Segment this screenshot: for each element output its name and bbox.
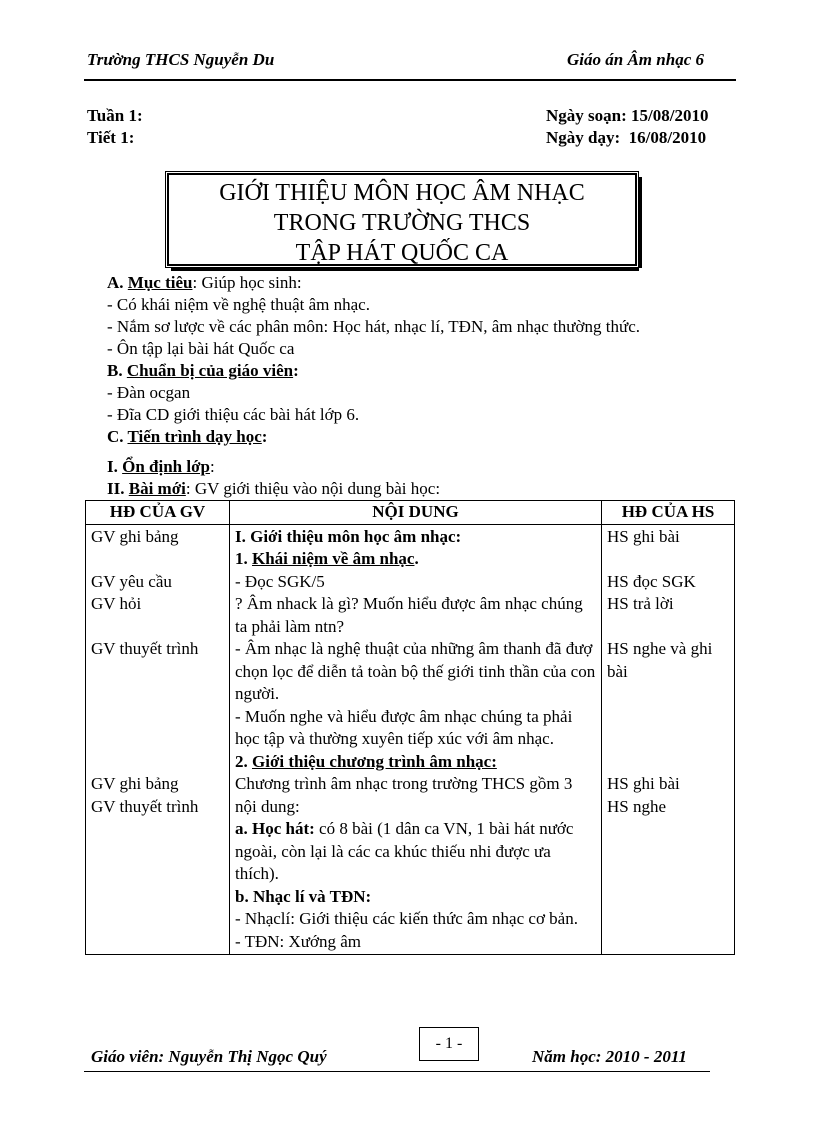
section-i: I. Ổn định lớp: II. Bài mới: GV giới thiệu vào nội dung bài học: bbox=[107, 457, 441, 498]
col-header-gv: HĐ CỦA GV bbox=[86, 501, 230, 525]
prep-item: - Đàn ocgan bbox=[107, 383, 191, 402]
week-label: Tuần 1: bbox=[87, 106, 143, 125]
objective-item: - Có khái niệm về nghệ thuật âm nhạc. bbox=[107, 295, 370, 314]
page-number: - 1 - bbox=[419, 1027, 479, 1061]
lesson-table bbox=[85, 500, 735, 955]
header-subject: Giáo án Âm nhạc 6 bbox=[567, 50, 704, 69]
prep-date: Ngày soạn: 15/08/2010 bbox=[546, 106, 709, 125]
title-line-2: TRONG TRƯỜNG THCS bbox=[273, 210, 531, 236]
objective-item: - Ôn tập lại bài hát Quốc ca bbox=[107, 339, 295, 358]
section-a-heading: Mục tiêu bbox=[127, 273, 193, 292]
col-header-content: NỘI DUNG bbox=[230, 501, 602, 525]
section-c-heading: Tiến trình dạy học bbox=[127, 427, 262, 446]
table-row bbox=[86, 524, 735, 955]
title-line-3: TẬP HÁT QUỐC CA bbox=[295, 240, 509, 266]
prep-item: - Đĩa CD giới thiệu các bài hát lớp 6. bbox=[107, 405, 360, 424]
section-b-heading: Chuẩn bị của giáo viên bbox=[126, 361, 294, 380]
title-box-shadow bbox=[171, 268, 639, 271]
footer-divider bbox=[84, 1071, 710, 1072]
header-divider bbox=[84, 79, 736, 81]
hs-column: HS ghi bài HS đọc SGK HS trả lời HS nghe và ghi bài HS ghi bài HS nghe bbox=[602, 524, 735, 955]
title-box-shadow bbox=[639, 177, 642, 268]
title-line-1: GIỚI THIỆU MÔN HỌC ÂM NHẠC bbox=[219, 180, 585, 206]
header-school: Trường THCS Nguyễn Du bbox=[87, 50, 275, 69]
col-header-hs: HĐ CỦA HS bbox=[602, 501, 735, 525]
section-ii-heading: Bài mới bbox=[128, 479, 186, 498]
teach-date: Ngày dạy: 16/08/2010 bbox=[546, 128, 707, 147]
objective-item: - Nắm sơ lược về các phân môn: Học hát, nhạc lí, TĐN, âm nhạc thường thức. bbox=[107, 317, 640, 336]
gv-column: GV ghi bảng GV yêu cầu GV hỏi GV thuyết trình GV ghi bảng GV thuyết trình bbox=[86, 524, 230, 955]
title-box bbox=[165, 171, 639, 268]
section-i-heading: Ổn định lớp bbox=[122, 457, 210, 476]
period-label: Tiết 1: bbox=[87, 128, 135, 147]
content-column: I. Giới thiệu môn học âm nhạc: 1. Khái niệm về âm nhạc. - Đọc SGK/5 ? Âm nhack là gì? Muốn hiểu được âm nhạc chúng ta phải làm ntn? - Âm nhạc là nghệ thuật của những âm thanh đã đượ chọn lọc để diễn tả toàn bộ thế giới tinh thần của con người. - Muốn nghe và hiểu được âm nhạc chúng ta phải học tập và thường xuyên tiếp xúc với âm nhạc. 2. Giới thiệu chương trình âm nhạc: Chương trình âm nhạc trong trường THCS gồm 3 nội dung: a. Học hát: có 8 bài (1 dân ca VN, 1 bài hát nước ngoài, còn lại là các ca khúc thiếu nhi được ưa thích). b. Nhạc lí và TĐN: - Nhạclí: Giới thiệu các kiến thức âm nhạc cơ bản. - TĐN: Xướng âm bbox=[230, 524, 602, 955]
footer-year: Năm học: 2010 - 2011 bbox=[532, 1047, 687, 1066]
table-header-row bbox=[86, 501, 735, 525]
footer-teacher: Giáo viên: Nguyễn Thị Ngọc Quý bbox=[91, 1047, 327, 1066]
section-a: A. Mục tiêu: Giúp học sinh: - Có khái niệm về nghệ thuật âm nhạc. - Nắm sơ lược về các phân môn: Học hát, nhạc lí, TĐN, âm nhạc thường thức. - Ôn tập lại bài hát Quốc ca B. Chuẩn bị của giáo viên: - Đàn ocgan - Đĩa CD giới thiệu các bài hát lớp 6. C. Tiến trình dạy học: bbox=[107, 273, 640, 446]
